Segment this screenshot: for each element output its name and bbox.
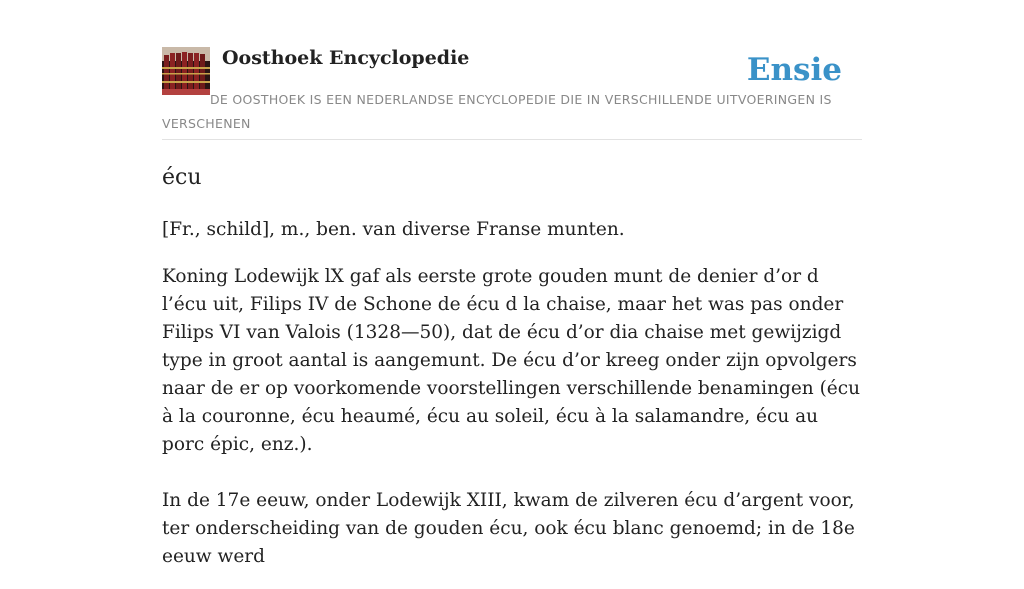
site-tagline: DE OOSTHOEK IS EEN NEDERLANDSE ENCYCLOPEDIE DIE IN VERSCHILLENDE UITVOERINGEN IS VERSCHENEN bbox=[162, 92, 832, 131]
content-column bbox=[162, 0, 862, 567]
site-header bbox=[162, 0, 862, 140]
site-title[interactable]: Oosthoek Encyclopedie bbox=[222, 47, 470, 69]
entry-paragraph: Koning Lodewijk lX gaf als eerste grote gouden munt de denier d’or d l’écu uit, Filips IV de Schone de écu d la chaise, maar het was pas onder Filips VI van Valois (1328—50), dat de écu d’or dia chaise met gewijzigd type in groot aantal is aangemunt. De écu d’or kreeg onder zijn opvolgers naar de er op voorkomende voorstellingen verschillende benamingen (écu à la couronne, écu heaumé, écu au soleil, écu à la salamandre, écu au porc épic, enz.). bbox=[162, 266, 861, 455]
entry-paragraph: In de 17e eeuw, onder Lodewijk XIII, kwam de zilveren écu d’argent voor, ter onderscheiding van de gouden écu, ook écu blanc genoemd; in de 18e eeuw werd bbox=[162, 490, 855, 567]
ensie-logo[interactable]: Ensie bbox=[746, 52, 842, 88]
entry-title: écu bbox=[162, 165, 202, 190]
entry-body bbox=[162, 216, 862, 589]
entry-summary: [Fr., schild], m., ben. van diverse Franse munten. bbox=[162, 219, 625, 240]
